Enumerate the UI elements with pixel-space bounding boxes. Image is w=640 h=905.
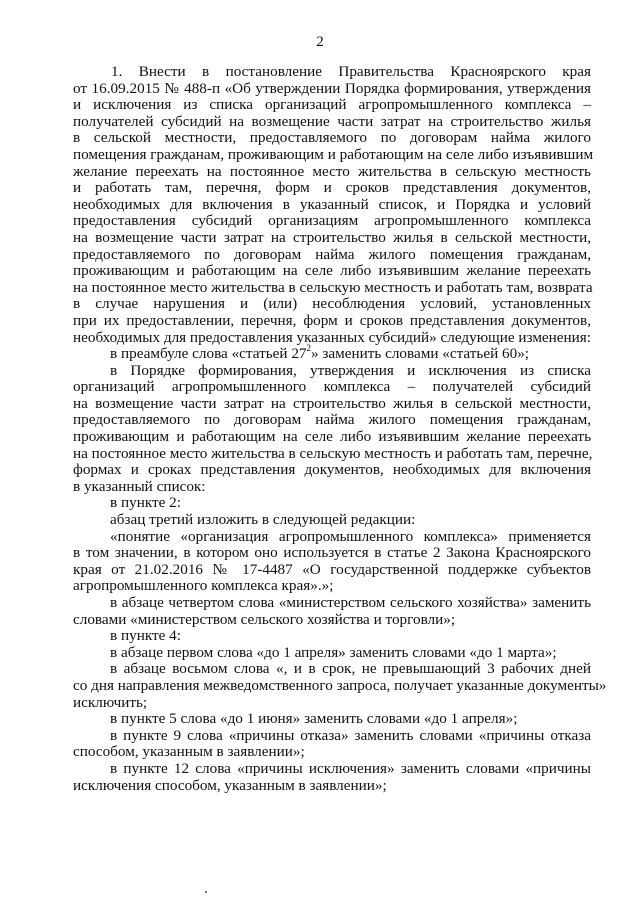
superscript: 2 [306, 343, 312, 354]
text-line: в абзаце восьмом слова «, и в срок, не превышающий 3 рабочих дней [110, 660, 591, 678]
text-line: организаций агропромышленного комплекса – получателей субсидий [73, 378, 591, 396]
text-line: от 16.09.2015 № 488-п «Об утверждении Порядка формирования, утверждения [73, 79, 591, 97]
text-line: предоставления субсидий организациям агропромышленного комплекса [73, 212, 591, 230]
text-line: и исключения из списка организаций агропромышленного комплекса – [73, 96, 591, 114]
document-body [73, 63, 607, 794]
text-line: в пункте 9 слова «причины отказа» заменить словами «причины отказа [110, 726, 591, 744]
text-line: в сельской местности, предоставляемого по договорам найма жилого [73, 129, 591, 147]
text-line: на возмещение части затрат на строительство жилья в сельской местности, [73, 228, 591, 246]
text-line: словами «министерством сельского хозяйства и торговли»; [73, 610, 456, 628]
text-line: проживающим и работающим на селе либо изъявившим желание переехать [73, 428, 591, 446]
text-line: «понятие «организация агропромышленного комплекса» применяется [110, 527, 591, 545]
text-line: абзац третий изложить в следующей редакции: [110, 511, 416, 529]
text-line: в указанный список: [73, 477, 206, 495]
text-line: в случае нарушения и (или) несоблюдения условий, установленных [73, 295, 591, 313]
text-line: предоставляемого по договорам найма жилого помещения гражданам, [73, 245, 591, 263]
text-line: в пункте 2: [110, 494, 181, 512]
text-line: в абзаце четвертом слова «министерством сельского хозяйства» заменить [110, 594, 591, 611]
text-line: необходимых для включения в указанный список, и Порядка и условий [73, 195, 591, 213]
text-line: в абзаце первом слова «до 1 апреля» заменить словами «до 1 марта»; [110, 643, 557, 661]
text-line: в пункте 12 слова «причины исключения» заменить словами «причины [110, 759, 591, 777]
text-line: исключения способом, указанным в заявлении»; [73, 776, 387, 794]
page-number: 2 [316, 34, 324, 50]
text-line: в преамбуле слова «статьей $27^2$» заменить словами «статьей 60»; [110, 343, 530, 363]
text-line: в пункте 4: [110, 627, 181, 645]
text-line: агропромышленного комплекса края».»; [73, 577, 334, 595]
text-line: предоставляемого по договорам найма жилого помещения гражданам, [73, 411, 591, 429]
text-line: желание переехать на постоянное место жительства в сельскую местность [73, 162, 591, 180]
text-line: формах и сроках представления документов, необходимых для включения [73, 461, 591, 479]
text-line: помещения гражданам, проживающим и работающим на селе либо изъявившим [73, 145, 594, 163]
text-line: способом, указанным в заявлении»; [73, 743, 305, 761]
text-line: со дня направления межведомственного запроса, получает указанные документы» [73, 676, 607, 694]
text-line: проживающим и работающим на селе либо изъявившим желание переехать [73, 262, 591, 280]
text-line: при их предоставлении, перечня, форм и сроков представления документов, [73, 311, 591, 329]
text-line: и работать там, перечня, форм и сроков представления документов, [73, 179, 591, 197]
text-line: исключить; [73, 693, 148, 711]
text-line: необходимых для предоставления указанных субсидий» следующие изменения: [73, 328, 591, 346]
text-line: края от 21.02.2016 № 17-4487 «О государственной поддержке субъектов [73, 560, 591, 578]
text-line: получателей субсидий на возмещение части затрат на строительство жилья [73, 112, 591, 130]
text-line: 1. Внести в постановление Правительства Красноярского края [111, 63, 591, 80]
text-line: в пункте 5 слова «до 1 июня» заменить словами «до 1 апреля»; [110, 710, 518, 728]
scan-speck [205, 891, 207, 893]
text-line: в Порядке формирования, утверждения и исключения из списка [110, 361, 591, 379]
text-line: на возмещение части затрат на строительство жилья в сельской местности, [73, 394, 591, 412]
text-line: на постоянное место жительства в сельскую местность и работать там, возврата [73, 278, 593, 296]
text-line: в том значении, в котором оно используется в статье 2 Закона Красноярского [73, 544, 591, 562]
text-line: на постоянное место жительства в сельскую местность и работать там, перечне, [73, 444, 593, 462]
